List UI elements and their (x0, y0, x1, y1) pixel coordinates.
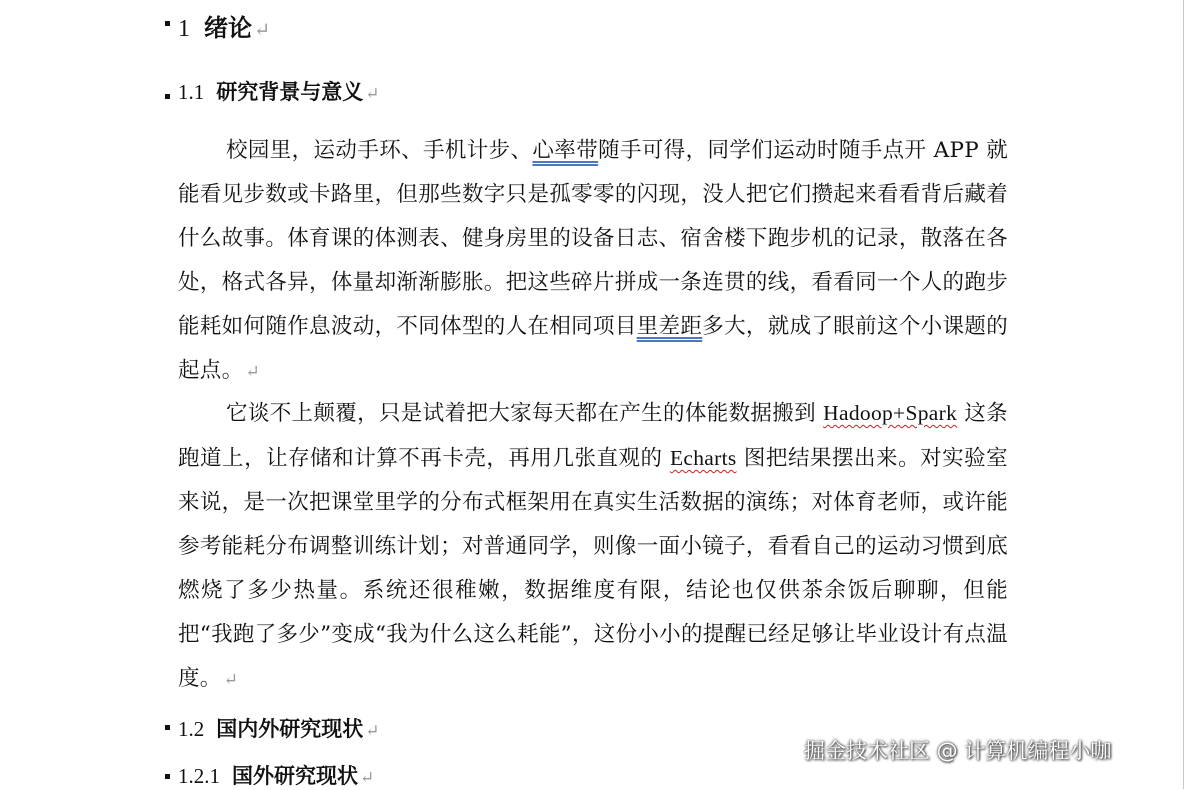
paragraph-text: 多大，就成了眼前这个小课题的起点。 (178, 314, 1008, 383)
paragraph-mark-icon: ↵ (365, 83, 380, 103)
heading-1[interactable] (178, 8, 270, 43)
paragraph-text: 随手可得，同学们运动时随手点开 APP 就能看见步数或卡路里，但那些数字只是孤零零的闪现，没人把它们攒起来看看背后藏着什么故事。体育课的体测表、健身房里的设备日志、宿舍楼下跑步机的记录，散落在各处，格式各异，体量却渐渐膨胀。把这些碎片拼成一条连贯的线，看看同一个人的跑步能耗如何随作息波动，不同体型的人在相同项目 (178, 138, 1008, 339)
paragraph-text: 这条跑道上，让存储和计算不再卡壳，再用几张直观的 (178, 401, 1008, 471)
grammar-flag-word[interactable]: 心率带 (532, 138, 599, 163)
heading-1-2-1[interactable] (178, 760, 374, 790)
heading-number: 1.2.1 (178, 764, 220, 788)
spelling-flag-word[interactable]: Hadoop+Spark (823, 401, 958, 425)
heading-title: 研究背景与意义 (216, 79, 364, 104)
heading-title: 绪论 (204, 13, 252, 42)
heading-number: 1.1 (178, 80, 205, 104)
paragraph-text: 校园里，运动手环、手机计步、 (226, 138, 533, 163)
paragraph-mark-icon: ↵ (223, 670, 239, 690)
heading-number: 1 (178, 16, 190, 42)
heading-bullet (165, 21, 170, 26)
heading-1-1[interactable] (178, 76, 379, 106)
body-paragraph-1[interactable] (178, 129, 1008, 394)
heading-1-2[interactable] (178, 713, 379, 743)
heading-bullet (165, 725, 170, 730)
heading-bullet (165, 774, 170, 779)
heading-title: 国外研究现状 (232, 763, 358, 788)
body-paragraph-2[interactable] (178, 391, 1008, 702)
heading-number: 1.2 (178, 717, 205, 741)
spelling-flag-word[interactable]: Echarts (669, 446, 737, 470)
watermark: 掘金技术社区 @ 计算机编程小咖 (804, 739, 1112, 763)
page-edge (1183, 0, 1184, 789)
paragraph-text: 它谈不上颠覆，只是试着把大家每天都在产生的体能数据搬到 (226, 401, 824, 426)
paragraph-mark-icon: ↵ (360, 767, 375, 787)
paragraph-mark-icon: ↵ (254, 18, 271, 41)
paragraph-mark-icon: ↵ (365, 720, 380, 740)
paragraph-text: 图把结果摆出来。对实验室来说，是一次把课堂里学的分布式框架用在真实生活数据的演练；对体育老师，或许能参考能耗分布调整训练计划；对普通同学，则像一面小镜子，看看自己的运动习惯到底燃烧了多少热量。系统还很稚嫩，数据维度有限，结论也仅供茶余饭后聊聊，但能把“我跑了多少”变成“我为什么这么耗能”，这份小小的提醒已经足够让毕业设计有点温度。 (178, 446, 1008, 691)
grammar-flag-word[interactable]: 里差距 (636, 314, 703, 339)
heading-bullet (165, 94, 170, 99)
paragraph-mark-icon: ↵ (245, 362, 261, 382)
heading-title: 国内外研究现状 (216, 716, 364, 741)
